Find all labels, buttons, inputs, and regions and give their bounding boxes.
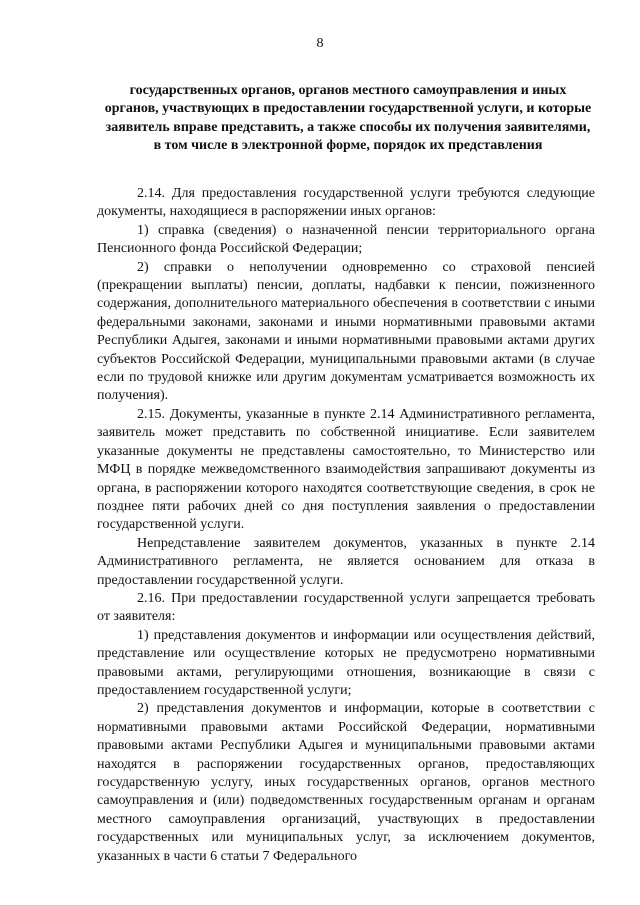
paragraph-2-16-item-1: 1) представления документов и информации или осуществления действий, представление или осуществление которых не предусмотрено нормативными правовыми актами, регулирующими отношения, возникающие в связи с предоставлением государственной услуги; bbox=[97, 627, 595, 698]
section-heading: государственных органов, органов местного самоуправления и иных органов, участвующих в предоставлении государственной услуги, и которые заявитель вправе представить, а также способы их получения заявителями, в том числе в электронной форме, порядок их представления bbox=[104, 83, 592, 153]
paragraph-2-15: 2.15. Документы, указанные в пункте 2.14 Административного регламента, заявитель может представить по собственной инициативе. Если заявителем указанные документы не представлены самостоятельно, то Министерство или МФЦ в порядке межведомственного взаимодействия запрашивают документы из органа, в распоряжении которого находятся соответствующие сведения, в срок не позднее пяти рабочих дней со дня поступления заявления о предоставлении государственной услуги. bbox=[97, 406, 595, 533]
paragraph-non-submission: Непредставление заявителем документов, указанных в пункте 2.14 Административного регламента, не является основанием для отказа в предоставлении государственной услуги. bbox=[97, 535, 595, 588]
paragraph-2-16: 2.16. При предоставлении государственной услуги запрещается требовать от заявителя: bbox=[97, 590, 595, 625]
paragraph-2-16-item-2: 2) представления документов и информации, которые в соответствии с нормативными правовыми актами Российской Федерации, нормативными правовыми актами Республики Адыгея и муниципальными правовыми актами находятся в распоряжении государственных органов, предоставляющих государственную услугу, иных государственных органов, органов местного самоуправления и (или) подведомственных государственным органам и органам местного самоуправления организаций, участвующих в предоставлении государственных или муниципальных услуг, за исключением документов, указанных в части 6 статьи 7 Федерального bbox=[97, 701, 595, 864]
document-body bbox=[97, 185, 595, 866]
page-number: 8 bbox=[316, 36, 324, 51]
paragraph-2-14: 2.14. Для предоставления государственной услуги требуются следующие документы, находящиеся в распоряжении иных органов: bbox=[97, 186, 595, 220]
paragraph-2-14-item-2: 2) справки о неполучении одновременно со страховой пенсией (прекращении выплаты) пенсии, доплаты, надбавки к пенсии, пожизненного содержания, дополнительного материального обеспечения в соответствии с иными федеральными законами, законами и иными нормативными правовыми актами Республики Адыгея, законами и иными нормативными правовыми актами других субъектов Российской Федерации, муниципальными правовыми актами (в случае если по трудовой книжке или другим документам усматривается возможность их получения). bbox=[97, 259, 595, 404]
paragraph-2-14-item-1: 1) справка (сведения) о назначенной пенсии территориального органа Пенсионного фонда Российской Федерации; bbox=[97, 222, 595, 257]
